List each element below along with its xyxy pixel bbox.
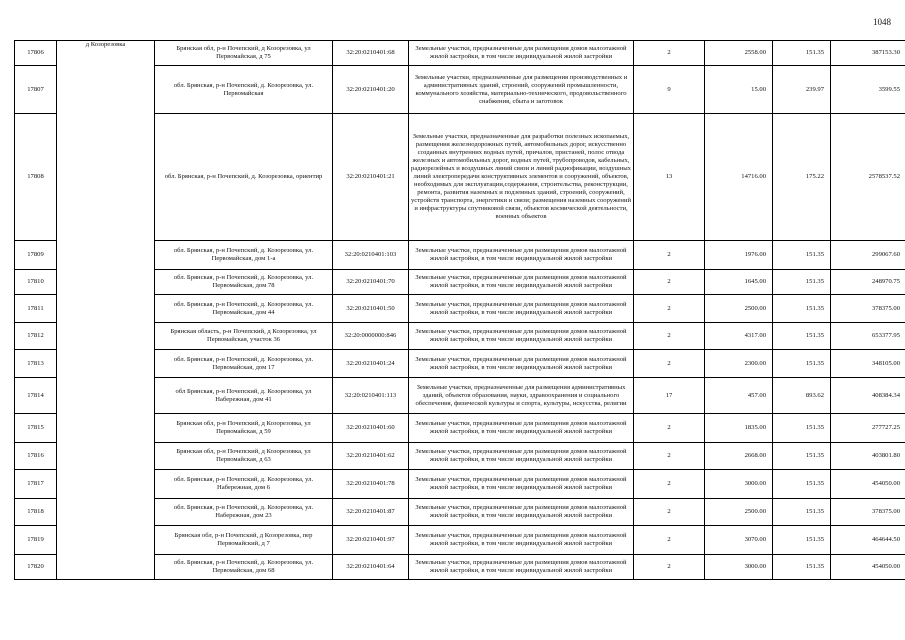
cadastral-number-cell: 32:20:0210401:21 (333, 114, 409, 241)
row-number: 17815 (15, 414, 57, 443)
cadastral-value-cell: 403801.80 (831, 443, 905, 470)
group-cell: 9 (634, 66, 705, 114)
group-cell: 2 (634, 470, 705, 499)
cadastral-number-cell: 32:20:0210401:113 (333, 378, 409, 414)
cadastral-number-cell: 32:20:0210401:60 (333, 414, 409, 443)
cadastral-value-cell: 464644.50 (831, 526, 905, 555)
specific-value-cell: 175.22 (773, 114, 831, 241)
group-cell: 13 (634, 114, 705, 241)
group-cell: 2 (634, 555, 705, 580)
group-cell: 2 (634, 414, 705, 443)
specific-value-cell: 151.35 (773, 414, 831, 443)
land-use-cell: Земельные участки, предназначенные для размещения домов малоэтажной жилой застройки, в том числе индивидуальной жилой застройки (409, 323, 634, 350)
land-use-cell: Земельные участки, предназначенные для размещения домов малоэтажной жилой застройки, в том числе индивидуальной жилой застройки (409, 270, 634, 295)
address-cell: обл. Брянская, р-н Почепский, д. Козорезовка, ул. Набережная, дом 23 (155, 499, 333, 526)
cadastral-value-cell: 408384.34 (831, 378, 905, 414)
land-use-cell: Земельные участки, предназначенные для размещения административных зданий, объектов образования, науки, здравоохранения и социального обеспечения, физической культуры и спорта, культуры, искусства, религии (409, 378, 634, 414)
cadastral-value-cell: 348105.00 (831, 350, 905, 378)
address-cell: Брянская область, р-н Почепский, д Козорезовка, ул Первомайская, участок 36 (155, 323, 333, 350)
address-cell: Брянская обл, р-н Почепский, д Козорезовка, ул Первомайская, д 59 (155, 414, 333, 443)
area-cell: 2500.00 (705, 295, 773, 323)
row-number: 17820 (15, 555, 57, 580)
cadastral-number-cell: 32:20:0210401:50 (333, 295, 409, 323)
row-number: 17812 (15, 323, 57, 350)
specific-value-cell: 239.97 (773, 66, 831, 114)
row-number: 17814 (15, 378, 57, 414)
area-cell: 2668.00 (705, 443, 773, 470)
row-number: 17819 (15, 526, 57, 555)
land-use-cell: Земельные участки, предназначенные для размещения домов малоэтажной жилой застройки, в том числе индивидуальной жилой застройки (409, 470, 634, 499)
cadastral-value-cell: 277727.25 (831, 414, 905, 443)
cadastral-value-cell: 248970.75 (831, 270, 905, 295)
land-use-cell: Земельные участки, предназначенные для размещения домов малоэтажной жилой застройки, в том числе индивидуальной жилой застройки (409, 41, 634, 66)
cadastral-value-table (14, 40, 905, 580)
address-cell: Брянская обл, р-н Почепский, д Козорезовка, пер Первомайский, д 7 (155, 526, 333, 555)
address-cell: обл. Брянская, р-н Почепский, д. Козорезовка, ул. Первомайская, дом 17 (155, 350, 333, 378)
cadastral-number-cell: 32:20:0210401:70 (333, 270, 409, 295)
cadastral-number-cell: 32:20:0210401:64 (333, 555, 409, 580)
area-cell: 457.00 (705, 378, 773, 414)
area-cell: 1976.00 (705, 241, 773, 270)
area-cell: 2500.00 (705, 499, 773, 526)
specific-value-cell: 151.35 (773, 443, 831, 470)
row-number: 17810 (15, 270, 57, 295)
specific-value-cell: 151.35 (773, 350, 831, 378)
area-cell: 2300.00 (705, 350, 773, 378)
cadastral-number-cell: 32:20:0210401:87 (333, 499, 409, 526)
land-use-cell: Земельные участки, предназначенные для размещения домов малоэтажной жилой застройки, в том числе индивидуальной жилой застройки (409, 414, 634, 443)
specific-value-cell: 151.35 (773, 295, 831, 323)
land-use-cell: Земельные участки, предназначенные для размещения производственных и административных зданий, строений, сооружений промышленности, коммунального хозяйства, материально-технического, продовольственного снабжения, сбыта и заготовок (409, 66, 634, 114)
group-cell: 2 (634, 443, 705, 470)
group-cell: 2 (634, 499, 705, 526)
land-use-cell: Земельные участки, предназначенные для размещения домов малоэтажной жилой застройки, в том числе индивидуальной жилой застройки (409, 526, 634, 555)
cadastral-value-cell: 378375.00 (831, 295, 905, 323)
cadastral-value-cell: 454050.00 (831, 555, 905, 580)
group-cell: 2 (634, 270, 705, 295)
area-cell: 1835.00 (705, 414, 773, 443)
cadastral-number-cell: 32:20:0000000:846 (333, 323, 409, 350)
group-cell: 2 (634, 323, 705, 350)
address-cell: обл. Брянская, р-н Почепский, д. Козорезовка, ул. Первомайская, дом 78 (155, 270, 333, 295)
table-body (15, 41, 905, 580)
row-number: 17816 (15, 443, 57, 470)
group-cell: 17 (634, 378, 705, 414)
address-cell: обл Брянская, р-н Почепский, д. Козорезовка, ул Набережная, дом 41 (155, 378, 333, 414)
address-cell: Брянская обл, р-н Почепский, д Козорезовка, ул Первомайская, д 63 (155, 443, 333, 470)
address-cell: обл. Брянская, р-н Почепский, д. Козорезовка, ул. Набережная, дом 6 (155, 470, 333, 499)
land-use-cell: Земельные участки, предназначенные для размещения домов малоэтажной жилой застройки, в том числе индивидуальной жилой застройки (409, 350, 634, 378)
cadastral-value-cell: 653377.95 (831, 323, 905, 350)
area-cell: 14716.00 (705, 114, 773, 241)
specific-value-cell: 151.35 (773, 270, 831, 295)
land-use-cell: Земельные участки, предназначенные для разработки полезных ископаемых, размещения железнодорожных путей, автомобильных дорог, искусственно созданных внутренних водных путей, причалов, пристаней, полос отвода железных и автомобильных дорог, водных путей, трубопроводов, кабельных, радиорелейных и воздушных линий связи и линий радиофикации, воздушных линий электропередачи конструктивных элементов и сооружений, объектов, необходимых для эксплуатации,содержания, строительства, реконструкции, ремонта, развития наземных и подземных зданий, строений, сооружений, устройств транспорта, энергетики и связи; размещения наземных сооружений и инфраструктуры спутниковой связи, объектов космической деятельности, военных объектов (409, 114, 634, 241)
group-cell: 2 (634, 241, 705, 270)
cadastral-value-cell: 378375.00 (831, 499, 905, 526)
address-cell: обл. Брянская, р-н Почепский, д. Козорезовка, ул. Первомайская (155, 66, 333, 114)
land-use-cell: Земельные участки, предназначенные для размещения домов малоэтажной жилой застройки, в том числе индивидуальной жилой застройки (409, 295, 634, 323)
area-cell: 15.00 (705, 66, 773, 114)
cadastral-value-cell: 2578537.52 (831, 114, 905, 241)
area-cell: 2558.00 (705, 41, 773, 66)
page-number: 1048 (873, 17, 891, 27)
group-cell: 2 (634, 41, 705, 66)
row-number: 17818 (15, 499, 57, 526)
row-number: 17808 (15, 114, 57, 241)
area-cell: 3070.00 (705, 526, 773, 555)
area-cell: 3000.00 (705, 470, 773, 499)
area-cell: 3000.00 (705, 555, 773, 580)
address-cell: обл. Брянская, р-н Почепский, д. Козорезовка, ул. Первомайская, дом 68 (155, 555, 333, 580)
specific-value-cell: 893.62 (773, 378, 831, 414)
land-use-cell: Земельные участки, предназначенные для размещения домов малоэтажной жилой застройки, в том числе индивидуальной жилой застройки (409, 499, 634, 526)
cadastral-number-cell: 32:20:0210401:20 (333, 66, 409, 114)
specific-value-cell: 151.35 (773, 499, 831, 526)
address-cell: Брянская обл, р-н Почепский, д Козорезовка, ул Первомайская, д 75 (155, 41, 333, 66)
specific-value-cell: 151.35 (773, 470, 831, 499)
table-row (15, 41, 905, 66)
cadastral-number-cell: 32:20:0210401:78 (333, 470, 409, 499)
row-number: 17811 (15, 295, 57, 323)
specific-value-cell: 151.35 (773, 41, 831, 66)
group-cell: 2 (634, 526, 705, 555)
specific-value-cell: 151.35 (773, 323, 831, 350)
row-number: 17806 (15, 41, 57, 66)
specific-value-cell: 151.35 (773, 241, 831, 270)
land-use-cell: Земельные участки, предназначенные для размещения домов малоэтажной жилой застройки, в том числе индивидуальной жилой застройки (409, 443, 634, 470)
group-cell: 2 (634, 295, 705, 323)
address-cell: обл. Брянская, р-н Почепский, д. Козорезовка, ул. Первомайская, дом 44 (155, 295, 333, 323)
cadastral-value-cell: 454050.00 (831, 470, 905, 499)
specific-value-cell: 151.35 (773, 526, 831, 555)
address-cell: обл. Брянская, р-н Почепский, д. Козорезовка, ул. Первомайская, дом 1-а (155, 241, 333, 270)
area-cell: 4317.00 (705, 323, 773, 350)
cadastral-number-cell: 32:20:0210401:103 (333, 241, 409, 270)
area-cell: 1645.00 (705, 270, 773, 295)
cadastral-value-cell: 3599.55 (831, 66, 905, 114)
cadastral-number-cell: 32:20:0210401:24 (333, 350, 409, 378)
specific-value-cell: 151.35 (773, 555, 831, 580)
land-use-cell: Земельные участки, предназначенные для размещения домов малоэтажной жилой застройки, в том числе индивидуальной жилой застройки (409, 241, 634, 270)
cadastral-value-cell: 387153.30 (831, 41, 905, 66)
row-number: 17809 (15, 241, 57, 270)
address-cell: обл. Брянская, р-н Почепский, д. Козорезовка, ориентир (155, 114, 333, 241)
group-cell: 2 (634, 350, 705, 378)
row-number: 17817 (15, 470, 57, 499)
settlement-cell: д Козорезовка (57, 41, 155, 580)
cadastral-value-cell: 299067.60 (831, 241, 905, 270)
row-number: 17813 (15, 350, 57, 378)
cadastral-number-cell: 32:20:0210401:97 (333, 526, 409, 555)
cadastral-number-cell: 32:20:0210401:68 (333, 41, 409, 66)
land-use-cell: Земельные участки, предназначенные для размещения домов малоэтажной жилой застройки, в том числе индивидуальной жилой застройки (409, 555, 634, 580)
cadastral-number-cell: 32:20:0210401:62 (333, 443, 409, 470)
row-number: 17807 (15, 66, 57, 114)
